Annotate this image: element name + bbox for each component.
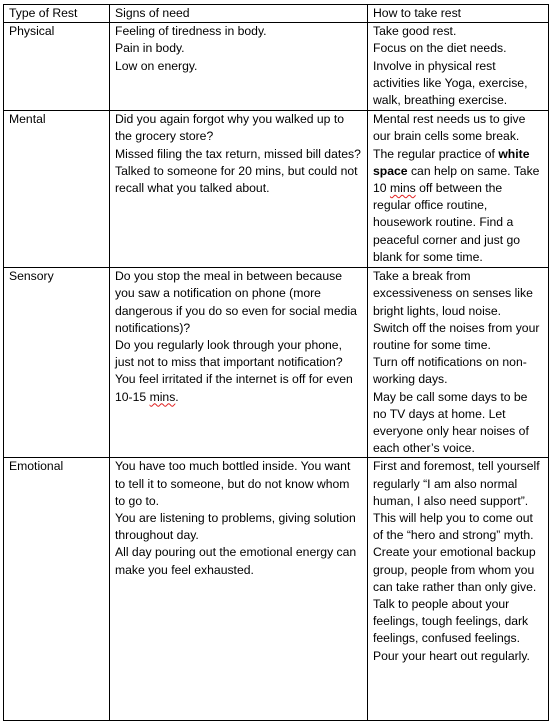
how-line: Switch off the noises from your routine for some time. [373,320,540,353]
white-space-emphasis: white space [373,146,530,178]
how-line: Focus on the diet needs. [373,41,507,56]
rest-type-cell: Mental [4,111,110,268]
sign-line: All day pouring out the emotional energy can make you feel exhausted. [115,545,357,577]
how-cell [368,111,549,268]
spellcheck-word: mins [149,389,176,404]
signs-cell [110,458,368,721]
sign-line: Did you again forgot why you walked up to the grocery store? [115,112,344,144]
sign-line: Missed filing the tax return, missed bill dates? [115,146,361,161]
table-row-sensory [4,268,549,458]
header-type-of-rest: Type of Rest [4,5,110,23]
spellcheck-word: mins [389,181,416,196]
signs-cell [110,23,368,111]
how-text: The regular practice of [373,146,499,161]
how-line: First and foremost, tell yourself regularly “I am also normal human, I also need support”. This will help you to come out of the “hero and strong” myth. [373,459,540,543]
how-cell [368,458,549,721]
how-line: Take good rest. [373,24,457,39]
sign-line: Low on energy. [115,58,198,73]
how-line: Create your emotional backup group, people from whom you can take rather than only give. [373,545,537,594]
table-header-row [4,5,549,23]
how-line: Take a break from excessiveness on senses like bright lights, loud noise. [373,269,533,318]
signs-cell [110,268,368,458]
how-cell [368,23,549,111]
sign-line: You have too much bottled inside. You want to tell it to someone, but do not know whom to go to. [115,459,351,508]
how-paragraph [373,146,543,266]
table-row-mental [4,111,549,268]
signs-cell [110,111,368,268]
how-cell [368,268,549,458]
how-line: Involve in physical rest activities like Yoga, exercise, walk, breathing exercise. [373,58,528,108]
how-line: May be call some days to be no TV days at home. Let everyone only hear noises of each other’s voice. [373,389,529,456]
sign-line: You feel irritated if the internet is off for even 10-15 mins. [115,372,353,404]
rest-type-cell: Physical [4,23,110,111]
sign-line: You are listening to problems, giving solution throughout day. [115,511,356,543]
how-text: off between the regular office routine, housework routine. Find a peaceful corner and just go blank for some time. [373,181,521,264]
rest-table [3,4,549,721]
how-line: Mental rest needs us to give our brain cells some break. [373,112,526,144]
table-row-emotional [4,458,549,721]
table-row-physical [4,23,549,111]
rest-type-cell: Sensory [4,268,110,458]
sign-line: Do you regularly look through your phone, just not to miss that important notification? [115,338,343,370]
sign-line: Pain in body. [115,41,185,56]
header-how-to-take-rest: How to take rest [368,5,549,23]
sign-line: Do you stop the meal in between because you saw a notification on phone (more dangerous if you do so even for social media notifications)? [115,269,357,335]
how-line: Turn off notifications on non-working days. [373,355,527,387]
how-text: can help on same. Take 10 [373,163,540,196]
rest-type-cell: Emotional [4,458,110,721]
header-signs-of-need: Signs of need [110,5,368,23]
how-line: Talk to people about your feelings, tough feelings, dark feelings, confused feelings. Pour your heart out regularly. [373,597,530,663]
sign-line: Feeling of tiredness in body. [115,24,267,39]
sign-line: Talked to someone for 20 mins, but could not recall what you talked about. [115,163,358,196]
